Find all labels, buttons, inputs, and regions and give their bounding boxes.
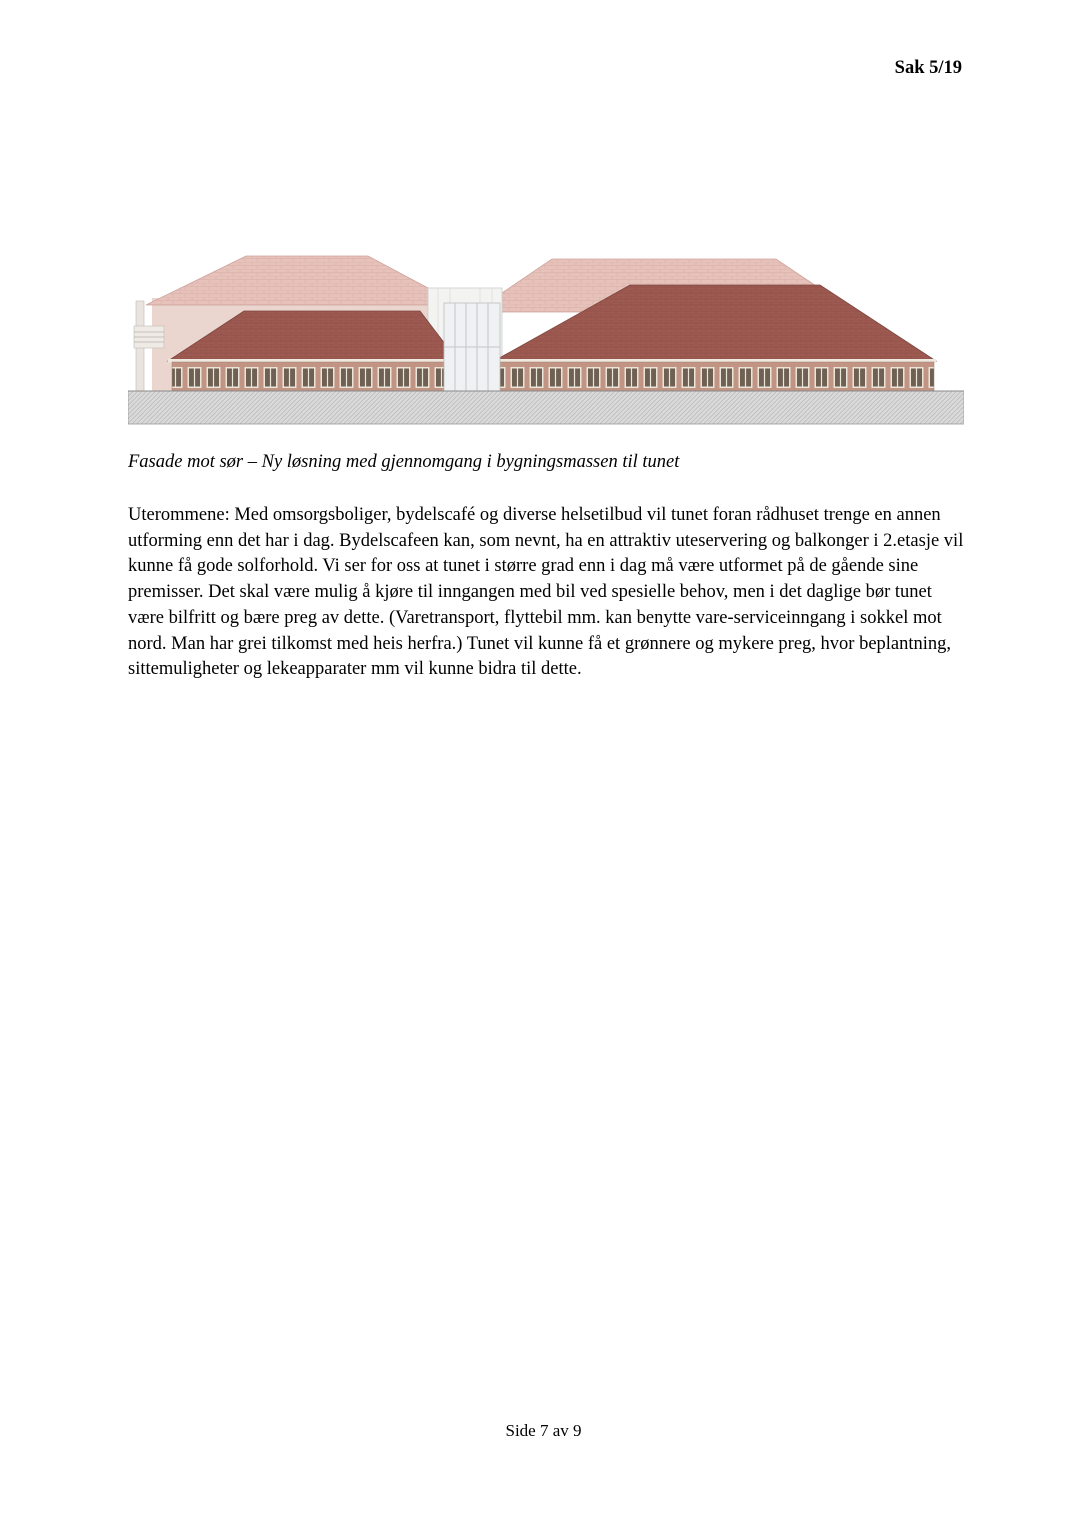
window-band-right: [500, 362, 934, 391]
body-paragraph: Uterommene: Med omsorgsboliger, bydelscafé og diverse helsetilbud vil tunet foran rådhuset trenge en annen utforming enn det har i dag. Bydelscafeen kan, som nevnt, ha en attraktiv uteservering og balkonger i 2.etasje vil kunne få gode solforhold. Vi ser for oss at tunet i større grad enn i dag må være utformet på de gående sine premisser. Det skal være mulig å kjøre til inngangen med bil ved spesielle behov, men i det daglige bør tunet være bilfritt og bære preg av dette. (Varetransport, flyttebil mm. kan benytte vare-serviceinngang i sokkel mot nord. Man har grei tilkomst med heis herfra.) Tunet vil kunne få et grønnere og mykere preg, hvor beplantning, sittemuligheter og lekeapparater mm vil kunne bidra til dette.: [128, 505, 964, 680]
figure-caption: Fasade mot sør – Ny løsning med gjennomgang i bygningsmassen til tunet: [128, 452, 680, 472]
page-number-label: Side 7 av 9: [505, 1421, 582, 1440]
case-number-label: Sak 5/19: [894, 58, 962, 78]
facade-figure: [128, 248, 964, 426]
ground-hatch: [128, 391, 964, 424]
window-band-left: [172, 362, 444, 391]
building-elevation-drawing: [128, 248, 964, 426]
background-roof-left: [146, 256, 460, 305]
